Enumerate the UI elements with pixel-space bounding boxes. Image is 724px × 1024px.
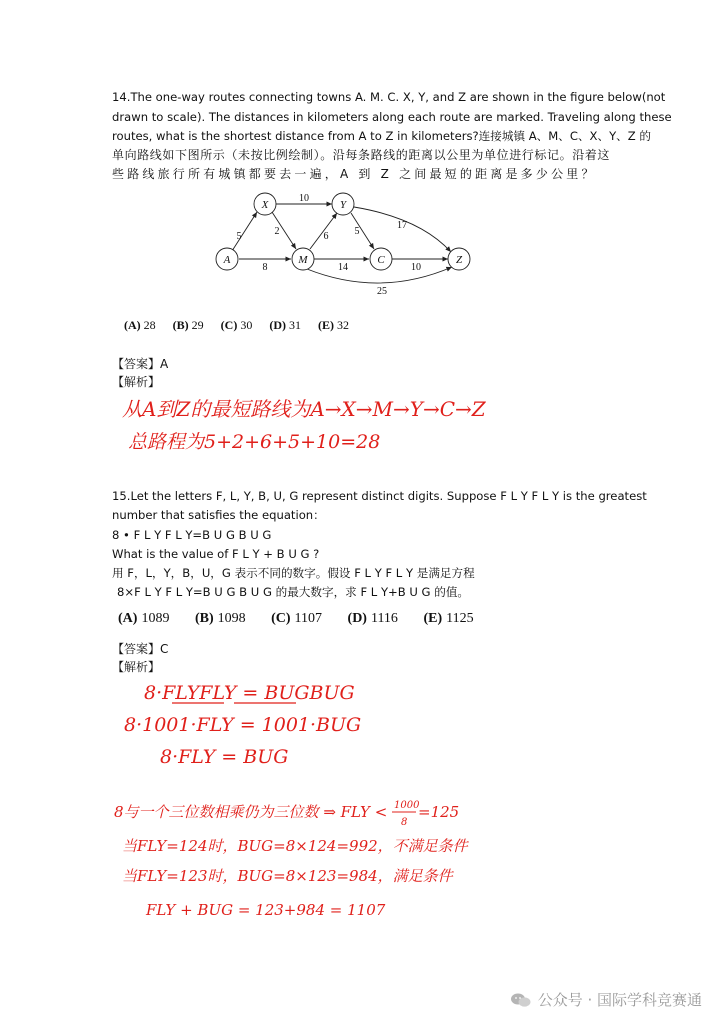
q15-hw-line-2: 8·1001·FLY = 1001·BUG	[124, 714, 362, 736]
q15-text-line-1: 15.Let the letters F, L, Y, B, U, G represent distinct digits. Suppose F L Y F L Y is the greatest	[112, 489, 647, 503]
q14-answer: 【答案】A	[112, 357, 169, 371]
weight-a-m: 8	[262, 262, 268, 273]
q15-text-line-2: number that satisfies the equation：	[112, 508, 325, 522]
q15-hw-line-4b: =125	[418, 803, 460, 821]
q14-choice-d[interactable]: (D) 31	[269, 318, 302, 332]
weight-x-m: 2	[274, 226, 280, 237]
q15-hw-line-5: 当FLY=124时，BUG=8×124=992，不满足条件	[122, 837, 468, 855]
q15-choice-d[interactable]: (D) 1116	[347, 611, 398, 626]
weight-y-z: 17	[397, 220, 407, 231]
q15-hw-line-3: 8·FLY = BUG	[160, 746, 289, 768]
weight-m-y: 6	[323, 231, 329, 242]
wechat-icon	[510, 992, 532, 1008]
q14-choice-c[interactable]: (C) 30	[220, 318, 253, 332]
q14-choices	[124, 318, 363, 333]
q15-choice-c[interactable]: (C) 1107	[271, 611, 323, 626]
q15-hw-frac-num: 1000	[394, 800, 420, 811]
weight-y-c: 5	[354, 226, 360, 237]
weight-m-c: 14	[338, 262, 348, 273]
q14-text-line-2: drawn to scale). The distances in kilometers along each route are marked. Traveling along these	[112, 110, 672, 124]
q15-text-line-3: 8 • F L Y F L Y=B U G B U G	[112, 528, 272, 542]
q14-text-line-4: 单向路线如下图所示（未按比例绘制）。沿每条路线的距离以公里为单位进行标记。沿着这	[112, 148, 611, 162]
q15-handwritten-solution	[110, 675, 550, 935]
watermark	[510, 989, 702, 1010]
q14-hw-line-1: 从A到Z的最短路线为A→X→M→Y→C→Z	[122, 397, 486, 421]
q15-choices	[118, 611, 496, 627]
q15-text-line-4: What is the value of F L Y + B U G ?	[112, 547, 320, 561]
q14-analysis-label: 【解析】	[112, 375, 161, 389]
q15-text-line-5: 用 F，L，Y，B，U，G 表示不同的数字。假设 F L Y F L Y 是满足方程	[112, 566, 475, 580]
node-m-label: M	[298, 254, 308, 266]
q15-hw-frac-den: 8	[401, 817, 408, 828]
q14-text-line-3: routes, what is the shortest distance from A to Z in kilometers?连接城镇 A、M、C、X、Y、Z 的	[112, 129, 651, 143]
node-x-label: X	[261, 199, 269, 211]
q14-choice-a[interactable]: (A) 28	[124, 318, 156, 332]
q15-answer: 【答案】C	[112, 642, 169, 656]
q14-choice-e[interactable]: (E) 32	[318, 318, 350, 332]
q15-analysis-label: 【解析】	[112, 660, 161, 674]
node-y-label: Y	[339, 199, 347, 211]
q15-hw-line-1: 8·FLYFLY = BUGBUG	[144, 682, 355, 704]
q15-hw-line-4a: 8与一个三位数相乘仍为三位数 ⇒ FLY <	[114, 803, 388, 821]
weight-a-x: 5	[236, 231, 242, 242]
q15-choice-b[interactable]: (B) 1098	[194, 611, 246, 626]
node-z-label: Z	[455, 254, 463, 266]
q14-choice-b[interactable]: (B) 29	[172, 318, 204, 332]
route-diagram	[200, 188, 490, 300]
weight-c-z: 10	[411, 262, 421, 273]
node-a-label: A	[223, 254, 231, 266]
q14-handwritten-solution	[118, 390, 538, 460]
q14-text-line-1: 14.The one-way routes connecting towns A. M. C. X, Y, and Z are shown in the figure below(not	[112, 90, 666, 104]
q15-choice-e[interactable]: (E) 1125	[423, 611, 474, 626]
watermark-text: 公众号 · 国际学科竞赛通	[537, 991, 702, 1009]
node-c-label: C	[377, 254, 385, 266]
q15-text-line-6: 8×F L Y F L Y=B U G B U G 的最大数字，求 F L Y+B U G 的值。	[117, 585, 470, 599]
weight-x-y: 10	[299, 193, 309, 204]
q15-choice-a[interactable]: (A) 1089	[118, 611, 170, 626]
weight-m-z: 25	[377, 286, 387, 297]
q14-hw-line-2: 总路程为5+2+6+5+10=28	[128, 431, 381, 453]
q14-text-line-5: 些路线旅行所有城镇都要去一遍，A 到 Z 之间最短的距离是多少公里？	[112, 167, 597, 181]
q15-hw-line-6: 当FLY=123时，BUG=8×123=984，满足条件	[122, 867, 453, 885]
q15-hw-line-7: FLY + BUG = 123+984 = 1107	[146, 901, 386, 919]
